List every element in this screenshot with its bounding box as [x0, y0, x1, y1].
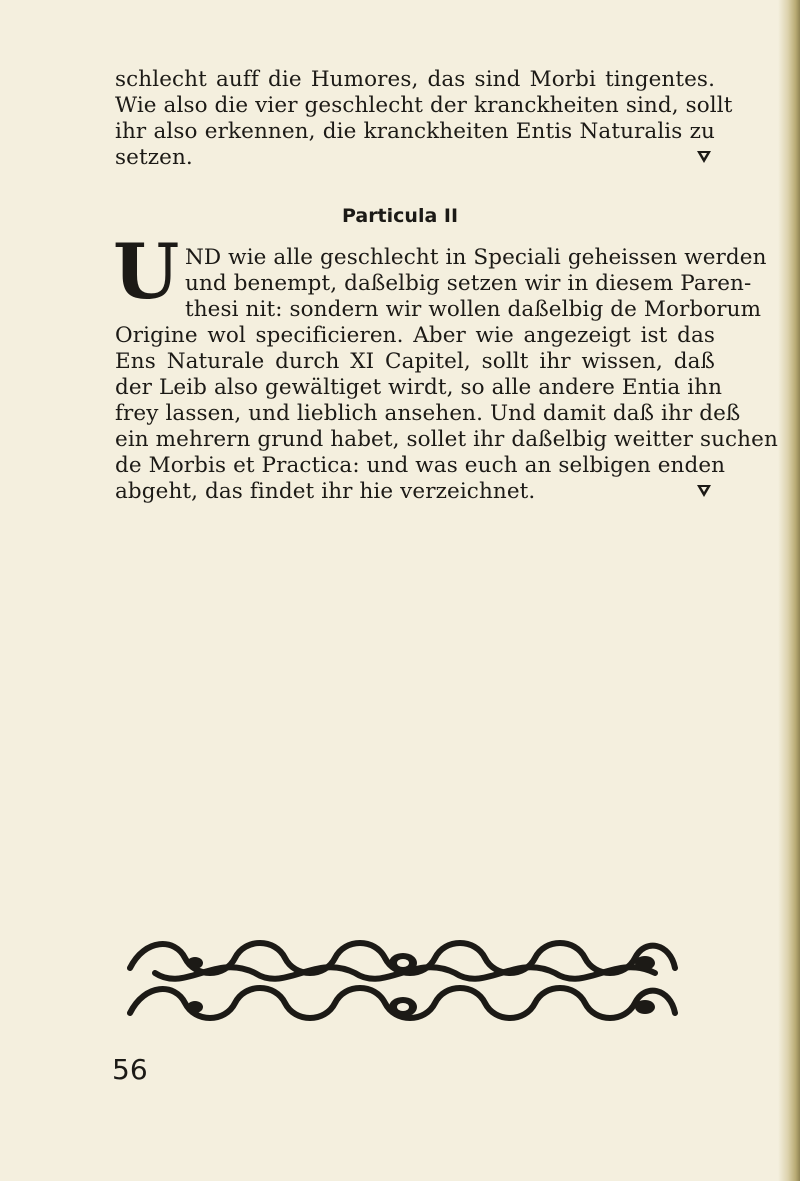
ornamental-band: [125, 933, 680, 1033]
text-line-last: [115, 479, 715, 505]
text-line: thesi nit: sondern wir wollen daßelbig de Morborum: [185, 297, 762, 322]
text-line: der Leib also gewältiget wirdt, so alle andere Entia ihn: [115, 375, 723, 400]
text-line: abgeht, das findet ihr hie verzeichnet.: [115, 479, 536, 504]
text-line: de Morbis et Practica: und was euch an selbigen enden: [115, 453, 726, 478]
drop-initial: U: [113, 227, 180, 316]
text-line: Ens Naturale durch XI Capitel, sollt ihr wissen, daß: [115, 349, 715, 374]
page-number: 56: [112, 1053, 148, 1086]
top-paragraph: [115, 67, 733, 171]
indented-paragraph: [185, 245, 767, 323]
main-paragraph: [115, 323, 778, 505]
text-line: schlecht auff die Humores, das sind Morbi tingentes.: [115, 67, 715, 92]
section-mark-icon: [695, 149, 713, 165]
section-heading: Particula II: [341, 205, 459, 227]
text-line-last: [115, 145, 715, 171]
text-line: frey lassen, und lieblich ansehen. Und damit daß ihr deß: [115, 401, 741, 426]
text-line: setzen.: [115, 145, 193, 170]
section-mark-icon: [695, 483, 713, 499]
text-line: ein mehrern grund habet, sollet ihr daßelbig weitter suchen: [115, 427, 778, 452]
text-line: Origine wol specificieren. Aber wie angezeigt ist das: [115, 323, 715, 348]
page-edge-shadow: [778, 0, 800, 1181]
text-line: Wie also die vier geschlecht der kranckheiten sind, sollt: [115, 93, 733, 118]
text-line: ND wie alle geschlecht in Speciali geheissen werden: [185, 245, 767, 270]
text-line: ihr also erkennen, die kranckheiten Entis Naturalis zu: [115, 119, 715, 144]
text-line: und benempt, daßelbig setzen wir in diesem Paren-: [185, 271, 752, 296]
